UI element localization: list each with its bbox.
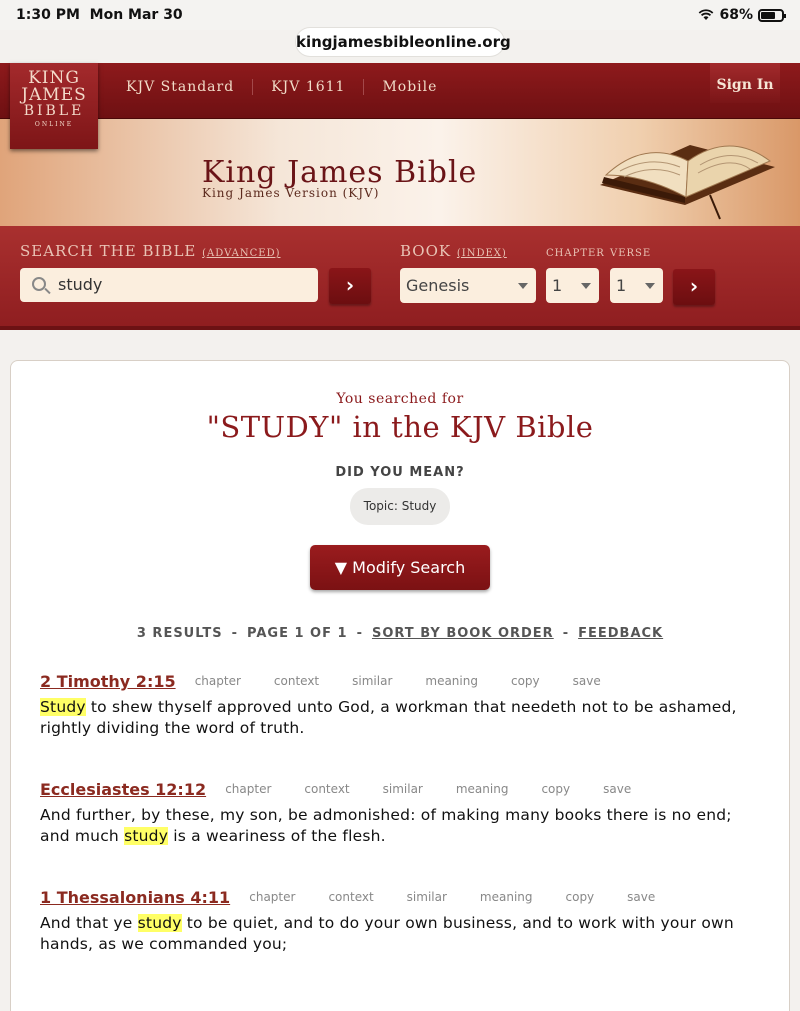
search-go-button[interactable]	[329, 268, 371, 304]
verse-reference-link[interactable]: 1 Thessalonians 4:11	[40, 888, 231, 907]
nav-links	[126, 79, 455, 95]
action-similar[interactable]: similar	[382, 782, 423, 796]
action-copy[interactable]: copy	[565, 890, 595, 904]
action-context[interactable]: context	[328, 890, 374, 904]
verse-reference-link[interactable]: 2 Timothy 2:15	[40, 672, 176, 691]
action-chapter[interactable]: chapter	[194, 674, 241, 688]
nav-kjv-1611[interactable]: KJV 1611	[253, 79, 364, 95]
results-summary: 3 RESULTS - PAGE 1 OF 1 - SORT BY BOOK ORDER - FEEDBACK	[136, 626, 664, 641]
action-chapter[interactable]: chapter	[249, 890, 296, 904]
search-panel	[0, 226, 800, 330]
did-you-mean: DID YOU MEAN?	[335, 465, 465, 480]
page-indicator: PAGE 1 OF 1	[247, 626, 348, 641]
search-highlight: study	[137, 914, 182, 932]
banner-subtitle: King James Version (KJV)	[202, 186, 380, 200]
verse-select[interactable]: 1	[610, 268, 663, 303]
search-highlight: study	[124, 827, 169, 845]
index-link[interactable]: (INDEX)	[456, 248, 507, 259]
action-context[interactable]: context	[273, 674, 320, 688]
action-meaning[interactable]: meaning	[455, 782, 509, 796]
action-meaning[interactable]: meaning	[479, 890, 533, 904]
modify-search-button[interactable]: ▼ Modify Search	[310, 545, 490, 590]
action-save[interactable]: save	[627, 890, 656, 904]
verse-actions	[249, 890, 688, 904]
chevron-right-icon: ›	[345, 273, 355, 297]
book-select[interactable]: Genesis	[400, 268, 536, 303]
action-meaning[interactable]: meaning	[425, 674, 478, 688]
you-searched-for: You searched for	[336, 391, 464, 407]
open-bible-icon	[590, 125, 780, 221]
verse-text: Study to shew thyself approved unto God, a workman that needeth not to be ashamed, rightly dividing the word of truth.	[40, 698, 737, 737]
sign-in-button[interactable]: Sign In	[710, 63, 780, 103]
feedback-link[interactable]: FEEDBACK	[578, 626, 664, 641]
chapter-label: CHAPTER	[546, 248, 605, 259]
action-similar[interactable]: similar	[406, 890, 447, 904]
topic-suggestion-button[interactable]: Topic: Study	[350, 488, 450, 525]
nav-mobile[interactable]: Mobile	[382, 79, 438, 95]
status-time: 1:30 PM Mon Mar 30	[16, 7, 183, 23]
search-input[interactable]: study	[20, 268, 318, 302]
search-highlight: Study	[40, 698, 86, 716]
status-right	[698, 7, 784, 23]
action-save[interactable]: save	[572, 674, 601, 688]
passage-go-button[interactable]	[673, 269, 715, 305]
action-copy[interactable]: copy	[541, 782, 571, 796]
dropdown-caret-icon	[581, 283, 591, 289]
action-save[interactable]: save	[603, 782, 632, 796]
result-item	[40, 780, 760, 847]
status-bar	[0, 0, 800, 30]
action-chapter[interactable]: chapter	[225, 782, 272, 796]
chapter-select[interactable]: 1	[546, 268, 599, 303]
nav-kjv-standard[interactable]: KJV Standard	[126, 79, 253, 95]
dropdown-caret-icon	[518, 283, 528, 289]
banner-title: King James Bible	[202, 155, 478, 190]
dropdown-caret-icon	[645, 283, 655, 289]
verse-text: And further, by these, my son, be admonished: of making many books there is no end; and much study is a weariness of the flesh.	[40, 806, 732, 845]
action-context[interactable]: context	[304, 782, 350, 796]
verse-label: VERSE	[610, 248, 652, 259]
book-label: BOOK (INDEX)	[400, 242, 507, 260]
battery-percent: 68%	[719, 7, 753, 23]
result-item	[40, 888, 760, 955]
advanced-link[interactable]: (ADVANCED)	[202, 248, 281, 259]
result-item	[40, 672, 760, 739]
url-bar[interactable]: kingjamesbibleonline.org	[296, 28, 504, 56]
search-icon	[32, 277, 46, 291]
verse-reference-link[interactable]: Ecclesiastes 12:12	[40, 780, 207, 799]
banner	[0, 119, 800, 226]
battery-icon	[758, 9, 784, 22]
search-query-title: "STUDY" in the KJV Bible	[206, 410, 594, 444]
action-similar[interactable]: similar	[352, 674, 393, 688]
results-count: 3 RESULTS	[136, 626, 223, 641]
chevron-right-icon: ›	[689, 274, 699, 298]
sort-link[interactable]: SORT BY BOOK ORDER	[371, 626, 554, 641]
action-copy[interactable]: copy	[510, 674, 540, 688]
site-logo[interactable]: KING JAMES BIBLE ONLINE	[10, 63, 98, 149]
verse-text: And that ye study to be quiet, and to do your own business, and to work with your own hands, as we commanded you;	[40, 914, 734, 953]
verse-actions	[225, 782, 664, 796]
search-label: SEARCH THE BIBLE (ADVANCED)	[20, 242, 281, 260]
wifi-icon	[698, 9, 714, 21]
verse-actions	[195, 674, 634, 688]
